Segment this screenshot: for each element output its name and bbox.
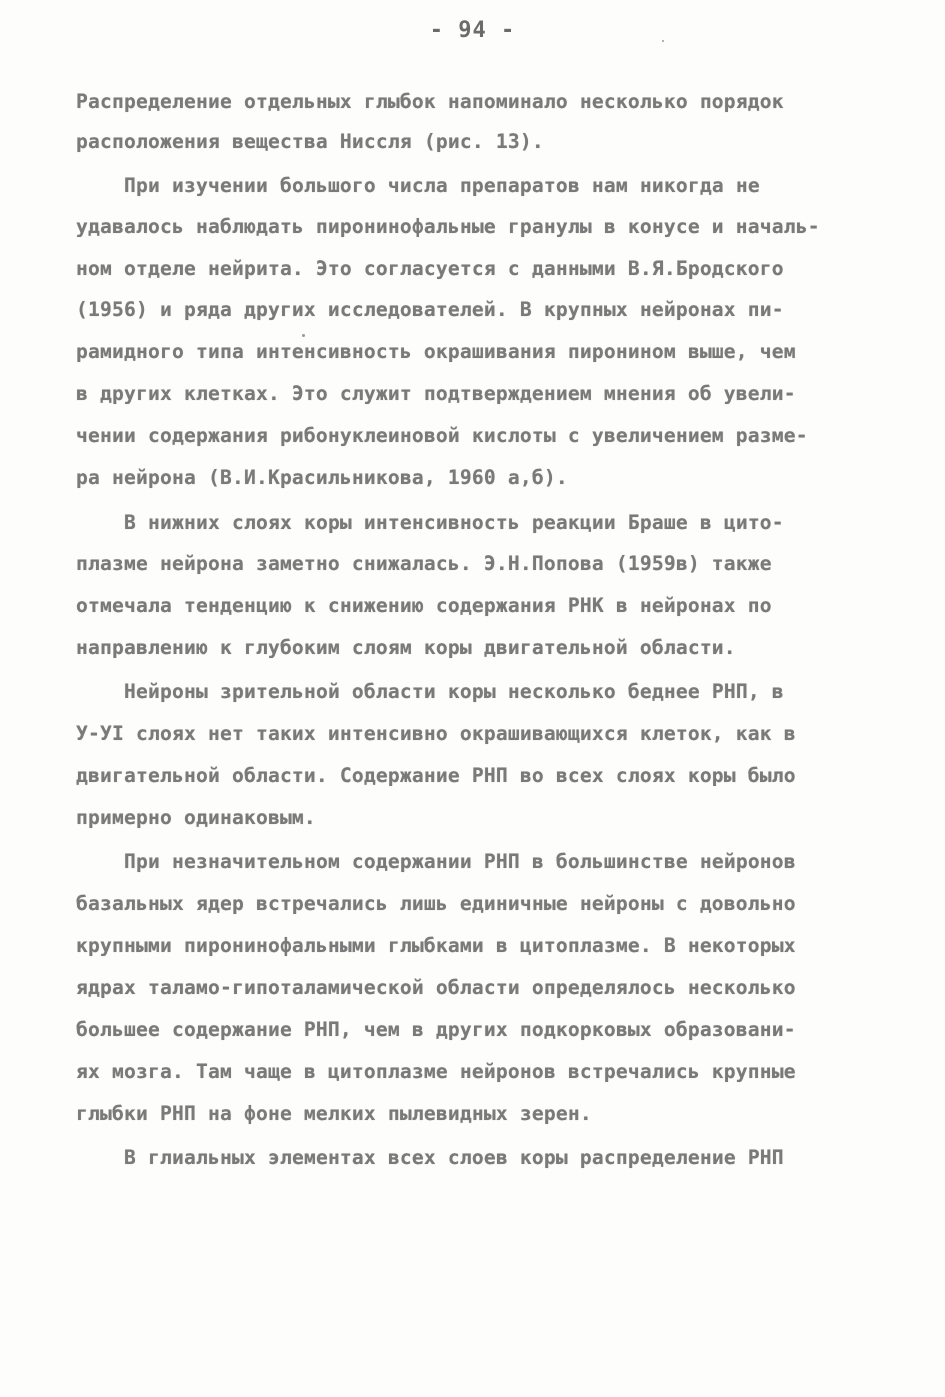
text-line: в других клетках. Это служит подтверждением мнения об увели- — [76, 382, 796, 405]
text-line: большее содержание РНП, чем в других подкорковых образовани- — [76, 1018, 796, 1041]
paragraph-start-line: При незначительном содержании РНП в большинстве нейронов — [124, 850, 796, 873]
page-number: - 94 - — [429, 18, 516, 43]
text-line: Распределение отдельных глыбок напоминало несколько порядок — [76, 90, 784, 113]
text-line: ра нейрона (В.И.Красильникова, 1960 а,б). — [76, 466, 568, 489]
text-line: чении содержания рибонуклеиновой кислоты с увеличением разме- — [76, 424, 808, 447]
text-line: ях мозга. Там чаще в цитоплазме нейронов встречались крупные — [76, 1060, 796, 1083]
text-line: двигательной области. Содержание РНП во всех слоях коры было — [76, 764, 796, 787]
text-line: плазме нейрона заметно снижалась. Э.Н.Попова (1959в) также — [76, 552, 772, 575]
scan-speck — [302, 334, 305, 337]
text-line: ядрах таламо-гипоталамической области определялось несколько — [76, 976, 796, 999]
text-line: примерно одинаковым. — [76, 806, 316, 829]
paragraph-start-line: Нейроны зрительной области коры несколько беднее РНП, в — [124, 680, 784, 703]
scan-speck — [662, 40, 664, 42]
text-line: У-УI слоях нет таких интенсивно окрашивающихся клеток, как в — [76, 722, 796, 745]
text-line: направлению к глубоким слоям коры двигательной области. — [76, 636, 736, 659]
paragraph-start-line: При изучении большого числа препаратов нам никогда не — [124, 174, 760, 197]
text-line: крупными пиронинофальными глыбками в цитоплазме. В некоторых — [76, 934, 796, 957]
paragraph-start-line: В нижних слоях коры интенсивность реакции Браше в цито- — [124, 511, 784, 534]
text-line: (1956) и ряда других исследователей. В крупных нейронах пи- — [76, 298, 784, 321]
text-line: удавалось наблюдать пиронинофальные гранулы в конусе и началь- — [76, 215, 820, 238]
text-line: отмечала тенденцию к снижению содержания РНК в нейронах по — [76, 594, 772, 617]
text-line: глыбки РНП на фоне мелких пылевидных зерен. — [76, 1102, 592, 1125]
text-line: расположения вещества Ниссля (рис. 13). — [76, 130, 544, 153]
text-line: базальных ядер встречались лишь единичные нейроны с довольно — [76, 892, 796, 915]
text-line: рамидного типа интенсивность окрашивания пиронином выше, чем — [76, 340, 796, 363]
paragraph-start-line: В глиальных элементах всех слоев коры распределение РНП — [124, 1146, 784, 1169]
text-line: ном отделе нейрита. Это согласуется с данными В.Я.Бродского — [76, 257, 784, 280]
